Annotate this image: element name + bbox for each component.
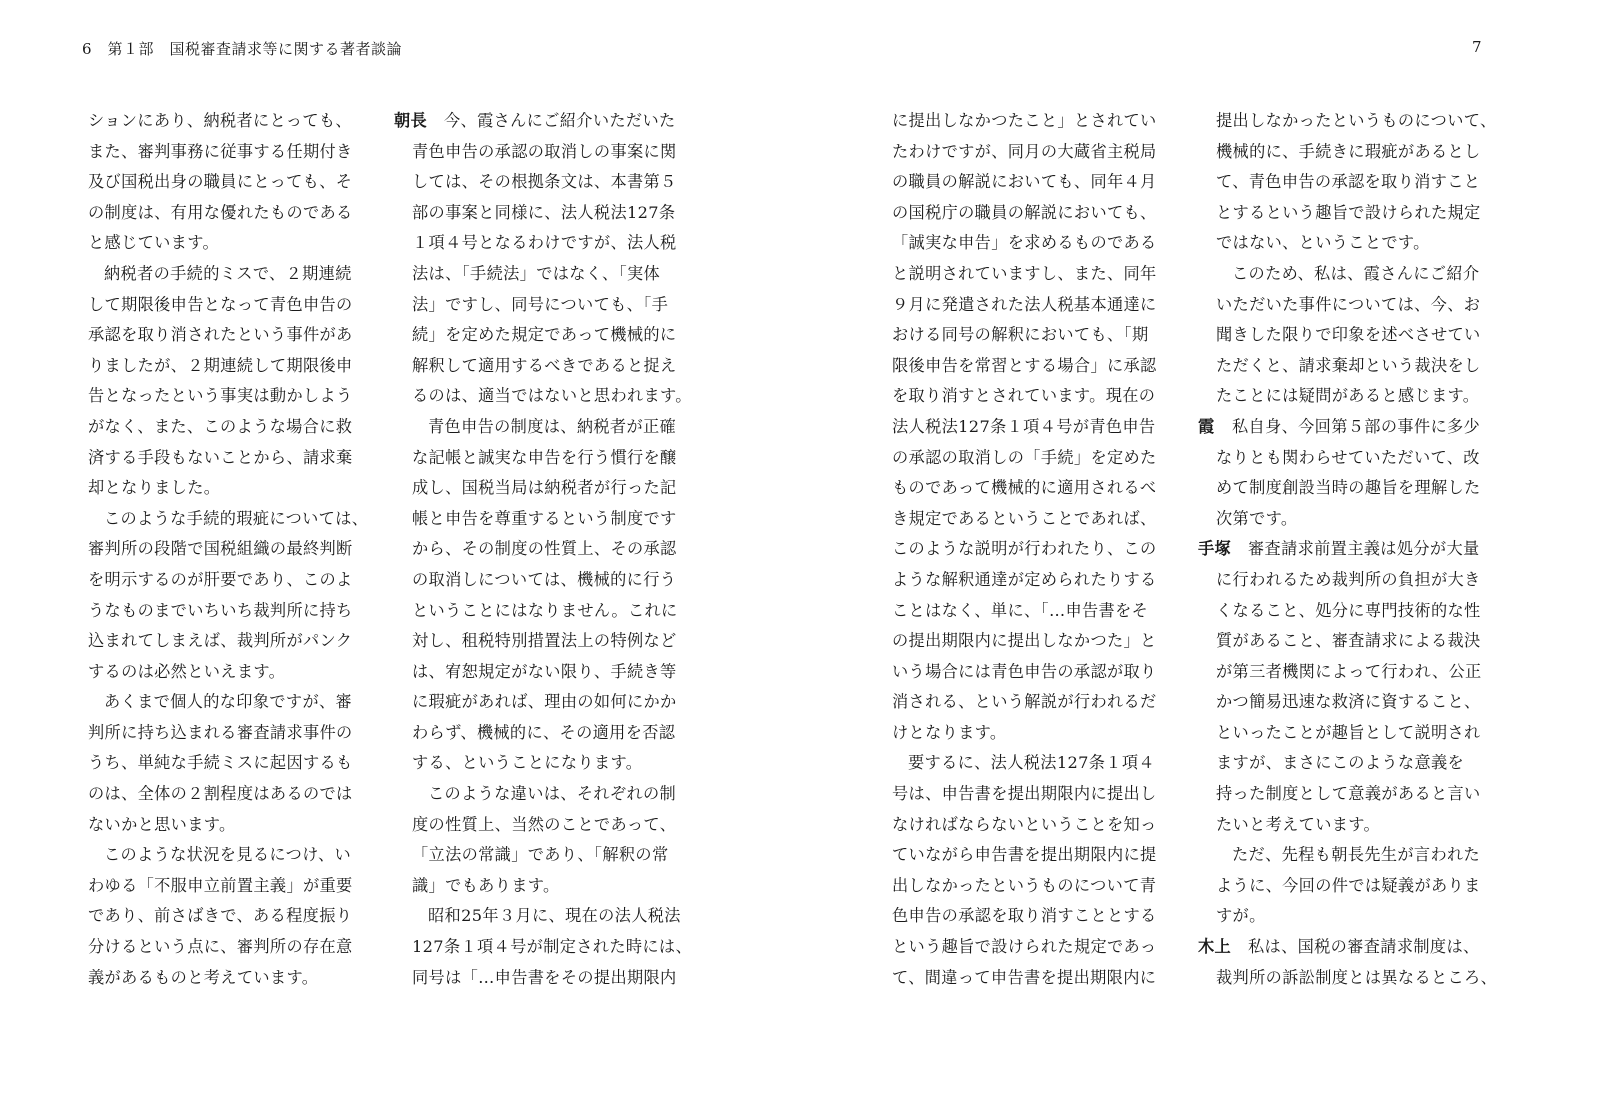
text-line: かつ簡易迅速な救済に資すること、	[1216, 692, 1481, 712]
text-line: るのは、適当ではないと思われます。	[412, 386, 692, 406]
speaker-text: 私自身、今回第５部の事件に多少	[1232, 416, 1481, 436]
text-line: から、その制度の性質上、その承認	[412, 539, 677, 559]
text-line: 青色申告の制度は、納税者が正確	[428, 416, 677, 436]
text-line: くなること、処分に専門技術的な性	[1216, 600, 1481, 620]
text-line: て、間違って申告書を提出期限内に	[892, 967, 1157, 987]
text-line: 要するに、法人税法127条１項４	[908, 753, 1155, 773]
text-line: ではない、ということです。	[1216, 233, 1430, 253]
speaker-text: 私は、国税の審査請求制度は、	[1248, 937, 1480, 957]
text-line: するのは必然といえます。	[88, 661, 286, 681]
text-line: すが。	[1216, 906, 1266, 926]
text-line: 判所に持ち込まれる審査請求事件の	[88, 722, 353, 742]
text-line: 同号は「…申告書をその提出期限内	[412, 967, 677, 987]
text-line: 法」ですし、同号についても、「手	[412, 294, 669, 314]
text-line: 聞きした限りで印象を述べさせてい	[1216, 325, 1481, 345]
text-line: 続」を定めた規定であって機械的に	[412, 325, 677, 345]
right-column-2	[1198, 106, 1498, 993]
text-line: の職員の解説においても、同年４月	[892, 172, 1157, 192]
text-line: 納税者の手続的ミスで、２期連続	[104, 263, 352, 283]
text-line: 提出しなかったというものについて、	[1216, 111, 1497, 130]
text-line: 青色申告の承認の取消しの事案に関	[412, 141, 677, 161]
left-column-2	[394, 106, 694, 993]
text-line: 機械的に、手続きに瑕疵があるとし	[1216, 141, 1481, 161]
text-line: 帳と申告を尊重するという制度です	[412, 508, 677, 528]
text-line: しては、その根拠条文は、本書第５	[412, 172, 677, 192]
text-line: に瑕疵があれば、理由の如何にかか	[412, 692, 677, 712]
text-line: １項４号となるわけですが、法人税	[412, 233, 677, 253]
text-line: うなものまでいちいち裁判所に持ち	[88, 600, 353, 620]
text-line: 審判所の段階で国税組織の最終判断	[88, 539, 353, 559]
text-line: ますが、まさにこのような意義を	[1216, 753, 1465, 773]
text-line: 部の事案と同様に、法人税法127条	[412, 202, 676, 222]
text-line: の国税庁の職員の解説においても、	[892, 202, 1157, 222]
text-line: たことには疑問があると感じます。	[1216, 386, 1480, 406]
text-line: 法人税法127条１項４号が青色申告	[892, 416, 1156, 436]
text-line: ことはなく、単に、「…申告書をそ	[892, 600, 1149, 620]
text-line: また、審判事務に従事する任期付き	[88, 141, 353, 161]
speaker-name: 霞	[1198, 416, 1215, 436]
text-line: の承認の取消しの「手続」を定めた	[892, 447, 1157, 467]
text-line: 込まれてしまえば、裁判所がパンク	[88, 631, 353, 651]
text-line: ものであって機械的に適用されるべ	[892, 478, 1157, 498]
text-line: けとなります。	[892, 722, 1007, 742]
text-line: ないかと思います。	[88, 814, 236, 834]
text-line: ような解釈通達が定められたりする	[892, 569, 1157, 589]
text-line: する、ということになります。	[412, 753, 643, 773]
speaker-name: 朝長	[394, 111, 428, 130]
text-line: ということにはなりません。これに	[412, 600, 678, 620]
text-line: ように、今回の件では疑義がありま	[1216, 875, 1481, 895]
text-line: わゆる「不服申立前置主義」が重要	[88, 875, 353, 895]
text-line	[1198, 534, 1498, 565]
text-line: 消される、という解説が行われるだ	[892, 692, 1157, 712]
text-line: といったことが趣旨として説明され	[1216, 722, 1481, 742]
text-line: 号は、申告書を提出期限内に提出し	[892, 784, 1157, 804]
text-line: 法は、「手続法」ではなく、「実体	[412, 263, 661, 283]
text-line: このような違いは、それぞれの制	[428, 784, 677, 804]
text-line: めて制度創設当時の趣旨を理解した	[1216, 478, 1481, 498]
text-line: に行われるため裁判所の負担が大き	[1216, 569, 1481, 589]
text-line: おける同号の解釈においても、「期	[892, 325, 1149, 345]
text-line: 成し、国税当局は納税者が行った記	[412, 478, 677, 498]
speaker-name: 木上	[1198, 937, 1232, 957]
text-line: 承認を取り消されたという事件があ	[88, 325, 353, 345]
running-header-left: 6 第１部 国税審査請求等に関する著者談論	[82, 40, 403, 58]
text-line: は、宥恕規定がない限り、手続き等	[412, 661, 677, 681]
text-line: 解釈して適用するべきであると捉え	[412, 355, 677, 375]
speaker-name: 手塚	[1198, 539, 1232, 559]
text-line: を取り消すとされています。現在の	[892, 386, 1156, 406]
text-line: と説明されていますし、また、同年	[892, 263, 1157, 283]
text-line: の制度は、有用な優れたものである	[88, 202, 353, 222]
text-line: ただくと、請求棄却という裁決をし	[1216, 355, 1481, 375]
text-line: 告となったという事実は動かしよう	[88, 386, 353, 406]
text-line: ていながら申告書を提出期限内に提	[892, 845, 1157, 865]
text-line: な記帳と誠実な申告を行う慣行を醸	[412, 447, 677, 467]
text-line: たいと考えています。	[1216, 814, 1381, 834]
text-line: 出しなかったというものについて青	[892, 875, 1157, 895]
text-line: の提出期限内に提出しなかつた」と	[892, 631, 1157, 651]
text-line: 色申告の承認を取り消すこととする	[892, 906, 1157, 926]
text-line: ９月に発遣された法人税基本通達に	[892, 294, 1157, 314]
text-line: このような手続的瑕疵については、	[104, 508, 369, 528]
text-line	[394, 106, 694, 137]
text-line: 質があること、審査請求による裁決	[1216, 631, 1481, 651]
text-line: わらず、機械的に、その適用を否認	[412, 722, 676, 742]
text-line: いただいた事件については、今、お	[1216, 294, 1481, 314]
text-line: 127条１項４号が制定された時には、	[412, 937, 693, 957]
text-line: が第三者機関によって行われ、公正	[1216, 661, 1482, 681]
text-line: 次第です。	[1216, 508, 1298, 528]
text-line: に提出しなかつたこと」とされてい	[892, 111, 1157, 130]
text-line: と感じています。	[88, 233, 220, 253]
text-line: 義があるものと考えています。	[88, 967, 319, 987]
text-line: 識」でもあります。	[412, 875, 560, 895]
speaker-text: 今、霞さんにご紹介いただいた	[444, 111, 676, 130]
text-line: ションにあり、納税者にとっても、	[88, 111, 352, 130]
text-line: ただ、先程も朝長先生が言われた	[1232, 845, 1481, 865]
text-line: という趣旨で設けられた規定であっ	[892, 937, 1157, 957]
text-line: き規定であるということであれば、	[892, 508, 1157, 528]
text-line: であり、前さばきで、ある程度振り	[88, 906, 353, 926]
text-line: 「誠実な申告」を求めるものである	[892, 233, 1157, 253]
speaker-text: 審査請求前置主義は処分が大量	[1248, 539, 1480, 559]
text-line: 限後申告を常習とする場合」に承認	[892, 355, 1157, 375]
text-line: このため、私は、霞さんにご紹介	[1232, 263, 1480, 283]
text-line: うち、単純な手続ミスに起因するも	[88, 753, 353, 773]
text-line: このような状況を見るにつけ、い	[104, 845, 352, 865]
left-column-1	[88, 106, 388, 993]
text-line	[1198, 932, 1498, 963]
text-line: 済する手段もないことから、請求棄	[88, 447, 353, 467]
text-line: の取消しについては、機械的に行う	[412, 569, 677, 589]
text-line: 対し、租税特別措置法上の特例など	[412, 631, 677, 651]
text-line: このような説明が行われたり、この	[892, 539, 1157, 559]
text-line: して期限後申告となって青色申告の	[88, 294, 353, 314]
text-line: あくまで個人的な印象ですが、審	[104, 692, 353, 712]
text-line: て、青色申告の承認を取り消すこと	[1216, 172, 1481, 192]
text-line: 「立法の常識」であり、「解釈の常	[412, 845, 669, 865]
text-line: 持った制度として意義があると言い	[1216, 784, 1481, 804]
text-line: なりとも関わらせていただいて、改	[1216, 447, 1480, 467]
text-line: 及び国税出身の職員にとっても、そ	[88, 172, 353, 192]
text-line: 却となりました。	[88, 478, 221, 498]
text-line: なければならないということを知っ	[892, 814, 1157, 834]
right-column-1	[892, 106, 1192, 993]
text-line: のは、全体の２割程度はあるのでは	[88, 784, 353, 804]
text-line: いう場合には青色申告の承認が取り	[892, 661, 1157, 681]
text-line	[1198, 412, 1498, 443]
text-line: とするという趣旨で設けられた規定	[1216, 202, 1481, 222]
text-line: 昭和25年３月に、現在の法人税法	[428, 906, 681, 926]
text-line: 裁判所の訴訟制度とは異なるところ、	[1216, 967, 1498, 987]
right-page	[800, 0, 1600, 1119]
text-line: 分けるという点に、審判所の存在意	[88, 937, 353, 957]
page-number-right: 7	[1472, 38, 1482, 56]
text-line: たわけですが、同月の大蔵省主税局	[892, 141, 1157, 161]
text-line: を明示するのが肝要であり、このよ	[88, 569, 353, 589]
text-line: りましたが、２期連続して期限後申	[88, 355, 353, 375]
text-line: 度の性質上、当然のことであって、	[412, 814, 677, 834]
text-line: がなく、また、このような場合に救	[88, 416, 353, 436]
